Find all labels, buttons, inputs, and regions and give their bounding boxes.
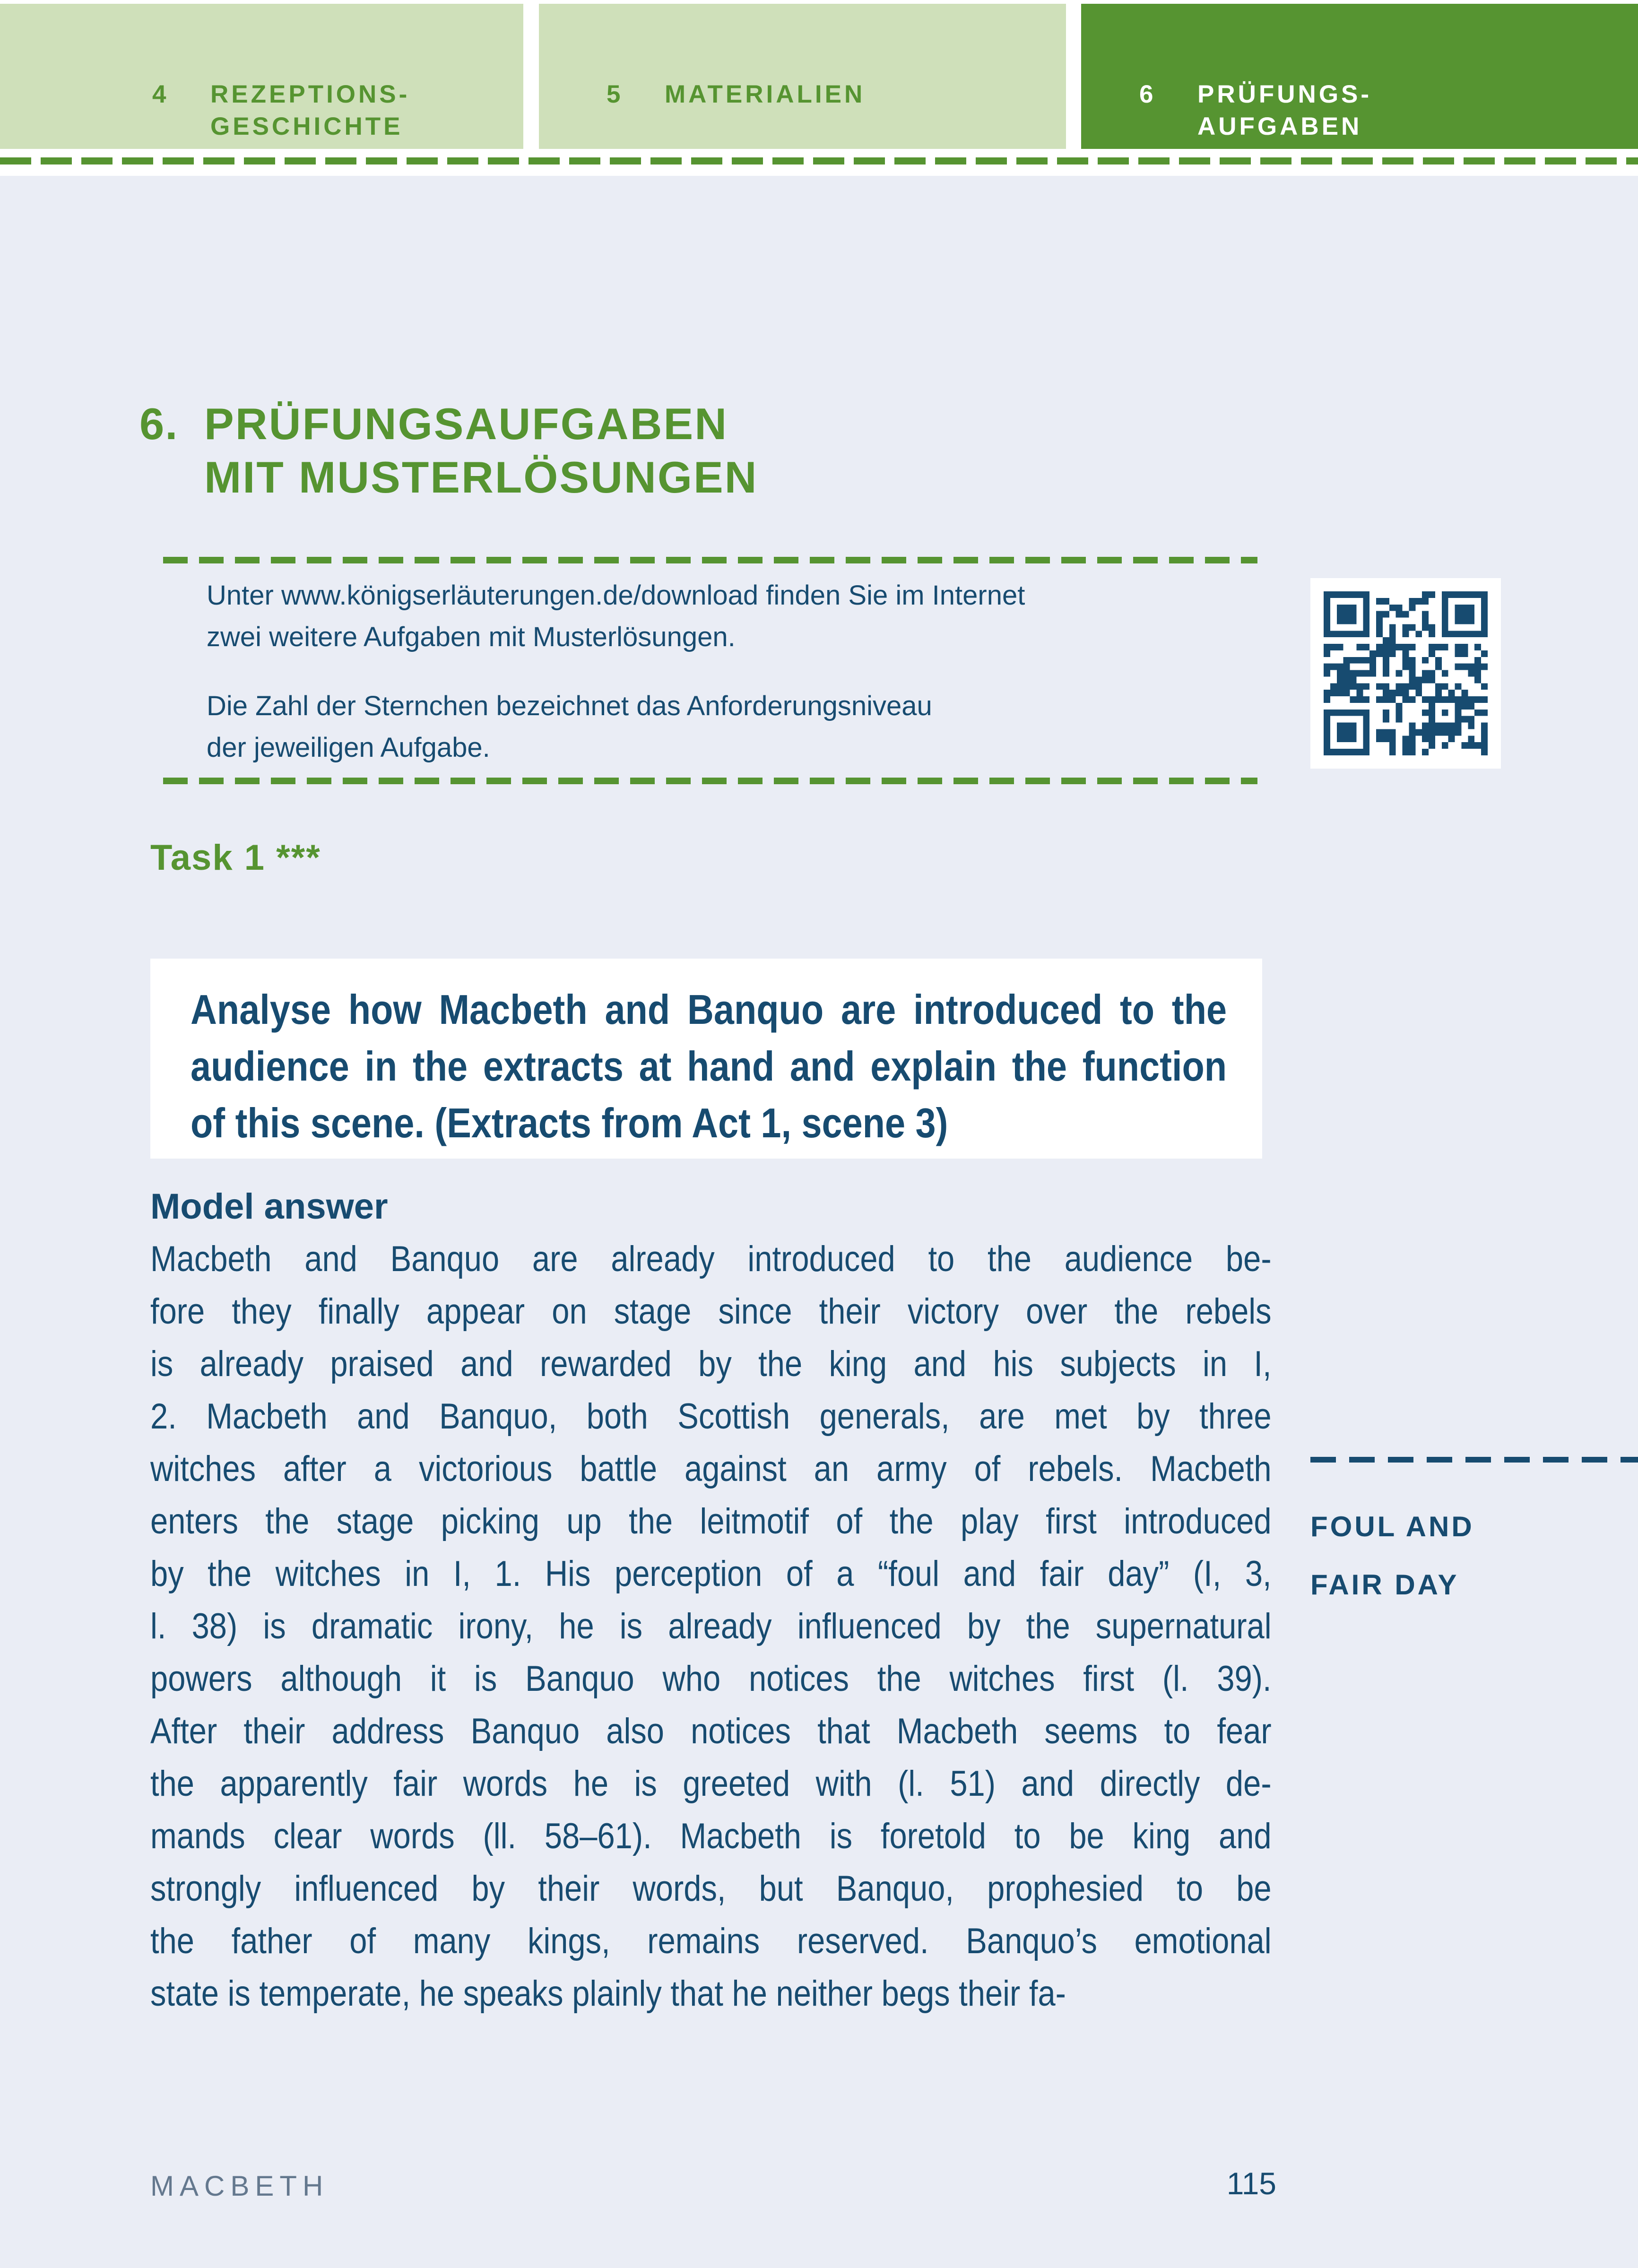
text-line: powers although it is Banquo who notices the witches first (l. 39). <box>150 1659 1272 1699</box>
task-text <box>191 981 1227 1151</box>
tab-label <box>665 78 865 149</box>
info-dashed-rule-bottom <box>163 778 1257 784</box>
chapter-number: 6. <box>139 399 179 449</box>
info-dashed-rule-top <box>163 557 1257 563</box>
text-line: After their address Banquo also notices that Macbeth seems to fear <box>150 1711 1272 1751</box>
download-info <box>207 575 1247 769</box>
text-line: the father of many kings, remains reserved. Banquo’s emotional <box>150 1921 1272 1961</box>
text-line: Analyse how Macbeth and Banquo are introduced to the <box>191 986 1227 1033</box>
text-line: Die Zahl der Sternchen bezeichnet das Anforderungsniveau <box>207 691 932 721</box>
text-line: fore they finally appear on stage since their victory over the rebels <box>150 1291 1272 1332</box>
text-line: is already praised and rewarded by the king and his subjects in I, <box>150 1344 1272 1384</box>
text-line: witches after a victorious battle against an army of rebels. Macbeth <box>150 1449 1272 1489</box>
margin-note <box>1310 1498 1637 1614</box>
text-line: MATERIALIEN <box>665 80 866 108</box>
footer-page-number: 115 <box>1226 2166 1276 2201</box>
tab-number: 4 <box>152 80 169 108</box>
text-line: audience in the extracts at hand and explain the function <box>191 1043 1227 1090</box>
tab-number: 6 <box>1139 80 1156 108</box>
model-answer-heading: Model answer <box>150 1186 388 1227</box>
text-line: of this scene. (Extracts from Act 1, scene 3) <box>191 1099 948 1146</box>
task-heading: Task 1 *** <box>150 838 321 878</box>
margin-dashed-rule <box>1310 1457 1638 1463</box>
text-line: l. 38) is dramatic irony, he is already influenced by the supernatural <box>150 1606 1272 1646</box>
text-line: REZEPTIONS- <box>210 80 410 108</box>
tab-pruefungsaufgaben-active[interactable] <box>1081 4 1638 149</box>
info-paragraph-stars <box>207 685 1247 769</box>
footer-book-title: MACBETH <box>150 2170 329 2202</box>
text-line: PRÜFUNGSAUFGABEN <box>204 399 728 449</box>
text-line: MIT MUSTERLÖSUNGEN <box>204 452 758 502</box>
chapter-heading <box>139 397 758 504</box>
text-line: FOUL AND <box>1310 1511 1474 1542</box>
text-line: Unter www.königserläuterungen.de/download finden Sie im Internet <box>207 580 1025 611</box>
tab-rezeptionsgeschichte[interactable] <box>0 4 523 149</box>
paragraph-gap <box>207 658 1247 685</box>
text-line: AUFGABEN <box>1197 113 1362 140</box>
text-line: FAIR DAY <box>1310 1569 1459 1601</box>
text-line: the apparently fair words he is greeted with (l. 51) and directly de- <box>150 1764 1272 1804</box>
text-line: PRÜFUNGS- <box>1197 80 1372 108</box>
tab-label <box>210 78 410 149</box>
text-line: der jeweiligen Aufgabe. <box>207 732 490 763</box>
tab-materialien[interactable] <box>539 4 1066 149</box>
text-line: 2. Macbeth and Banquo, both Scottish generals, are met by three <box>150 1396 1272 1437</box>
text-line: Macbeth and Banquo are already introduced to the audience be- <box>150 1239 1272 1279</box>
model-answer <box>150 1180 1272 2020</box>
qr-code <box>1310 578 1501 769</box>
margin-note-text <box>1310 1498 1637 1614</box>
text-line: zwei weitere Aufgaben mit Musterlösungen. <box>207 622 736 652</box>
top-dashed-divider <box>0 157 1638 164</box>
text-line: mands clear words (ll. 58–61). Macbeth is foretold to be king and <box>150 1816 1272 1856</box>
text-line: state is temperate, he speaks plainly that he neither begs their fa- <box>150 1974 1066 2014</box>
model-answer-text <box>150 1233 1272 2020</box>
text-line: strongly influenced by their words, but Banquo, prophesied to be <box>150 1869 1272 1909</box>
chapter-title <box>204 397 758 504</box>
info-paragraph-download <box>207 575 1247 658</box>
tab-number: 5 <box>607 80 624 108</box>
text-line: enters the stage picking up the leitmotif of the play first introduced <box>150 1501 1272 1541</box>
text-line: GESCHICHTE <box>210 113 403 140</box>
task-box <box>150 959 1262 1159</box>
tab-label <box>1197 78 1372 149</box>
text-line: by the witches in I, 1. His perception of a “foul and fair day” (I, 3, <box>150 1554 1272 1594</box>
